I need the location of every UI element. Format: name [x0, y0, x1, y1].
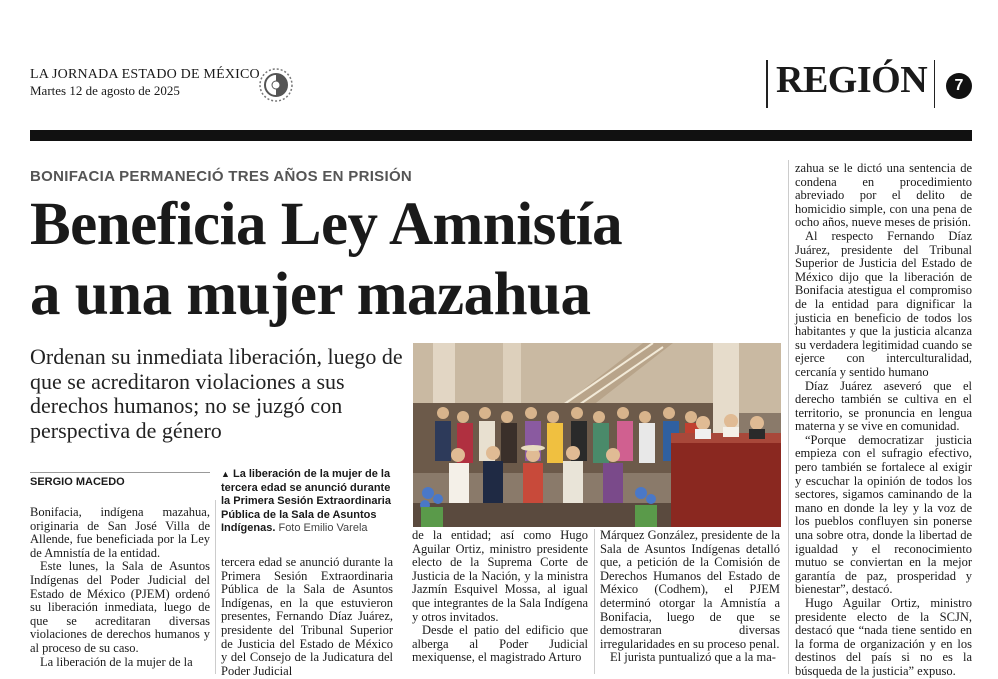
- photo-caption: [221, 468, 391, 536]
- body-column-2: [221, 556, 393, 678]
- newspaper-logo-icon: [258, 67, 294, 103]
- column-divider: [594, 529, 595, 674]
- paragraph: Hugo Aguilar Ortiz, ministro presidente electo de la SCJN, destacó que “nada tiene sentido en la forma de organización y en los destinos del país si no es la búsqueda de la justicia” expuso.: [795, 596, 972, 678]
- byline: SERGIO MACEDO: [30, 472, 210, 488]
- page-number: 7: [946, 73, 972, 99]
- section-divider: [766, 60, 768, 108]
- paragraph: de la entidad; así como Hugo Aguilar Ortiz, ministro presidente electo de la Suprema Corte de Justicia de la Nación, y la ministra Jazmín Esquivel Mossa, al igual que integrantes de la Sala Indígena y otros invitados.: [412, 528, 588, 624]
- column-divider: [788, 160, 789, 674]
- paragraph: “Porque democratizar justicia empieza con el sufragio efectivo, pero también se fortalece al exigir y escuchar la opinión de todos los sectores, sigamos caminando de la mano en donde la ley y la voz de los pueblos confluyen sin ponerse una sobre otra, donde la libertad de igualdad y el reconocimiento mutuo se conviertan en la mejor garantía de paz, prosperidad y bienestar”, destacó.: [795, 432, 972, 597]
- paragraph: Este lunes, la Sala de Asuntos Indígenas del Poder Judicial del Estado de México (PJEM) ordenó su liberación inmediata, luego de que se acreditaran diversas violaciones de derechos humanos y al proceso de su caso.: [30, 559, 210, 655]
- section-name: REGIÓN: [776, 59, 928, 101]
- paragraph: tercera edad se anunció durante la Primera Sesión Extraordinaria Pública de la Sala de Asuntos Indígenas, en la que estuvieron presentes, Fernando Díaz Juárez, presidente del Tribunal Superior de Justicia del Estado de México y del Consejo de la Judicatura del Poder Judicial: [221, 555, 393, 678]
- body-column-5: [795, 162, 972, 679]
- photo-credit: Foto Emilio Varela: [278, 522, 368, 534]
- article-photo: [413, 343, 781, 527]
- paragraph: Desde el patio del edificio que alberga al Poder Judicial mexiquense, el magistrado Arturo: [412, 623, 588, 665]
- paragraph: El jurista puntualizó que a la ma-: [610, 650, 776, 665]
- issue-date: Martes 12 de agosto de 2025: [30, 83, 180, 98]
- caption-text: La liberación de la mujer de la tercera edad se anunció durante la Primera Sesión Extraordinaria Pública de la Sala de Asuntos Indígenas.: [221, 468, 391, 534]
- body-column-4: [600, 529, 780, 665]
- paragraph: La liberación de la mujer de la: [40, 654, 193, 669]
- paragraph: Al respecto Fernando Díaz Juárez, presidente del Tribunal Superior de Justicia del Estado de México dijo que la liberación de Bonifacia atestigua el compromiso de la entidad para dignificar la justicia en beneficio de todos los habitantes y que la justicia alcanza su verdadera legitimidad cuando se ejerce con interculturalidad, cercanía y sentido humano: [795, 228, 972, 379]
- caption-marker-icon: ▲: [221, 469, 230, 479]
- paragraph: Bonifacia, indígena mazahua, originaria de San José Villa de Allende, fue beneficiada por la Ley de Amnistía de la entidad.: [30, 505, 210, 560]
- body-column-1: [30, 506, 210, 669]
- header-rule: [30, 130, 972, 141]
- subheadline: Ordenan su inmediata liberación, luego de que se acreditaron violaciones a sus derechos humanos; no se juzgó con perspectiva de género: [30, 344, 403, 443]
- page-divider: [934, 60, 935, 108]
- paragraph: Díaz Juárez aseveró que el derecho también se cultiva en el territorio, se pronuncia en lengua materna y se vive en comunidad.: [795, 378, 972, 434]
- headline-line-2: a una mujer mazahua: [30, 261, 591, 328]
- paragraph: zahua se le dictó una sentencia de condena en procedimiento abreviado por el delito de homicidio simple, con una pena de ocho años, nueve meses de prisión.: [795, 161, 972, 230]
- column-divider: [215, 500, 216, 674]
- body-column-3: [412, 529, 588, 665]
- headline-line-1: Beneficia Ley Amnistía: [30, 191, 623, 258]
- kicker: BONIFACIA PERMANECIÓ TRES AÑOS EN PRISIÓN: [30, 168, 413, 185]
- paragraph: Márquez González, presidente de la Sala de Asuntos Indígenas detalló que, a petición de la Comisión de Derechos Humanos del Estado de México (Codhem), el PJEM determinó otorgar la Amnistía a Bonifacia, luego de que se demostraran diversas irregularidades en su proceso penal.: [600, 528, 780, 651]
- headline: [30, 190, 790, 330]
- newspaper-name: LA JORNADA ESTADO DE MÉXICO: [30, 67, 260, 82]
